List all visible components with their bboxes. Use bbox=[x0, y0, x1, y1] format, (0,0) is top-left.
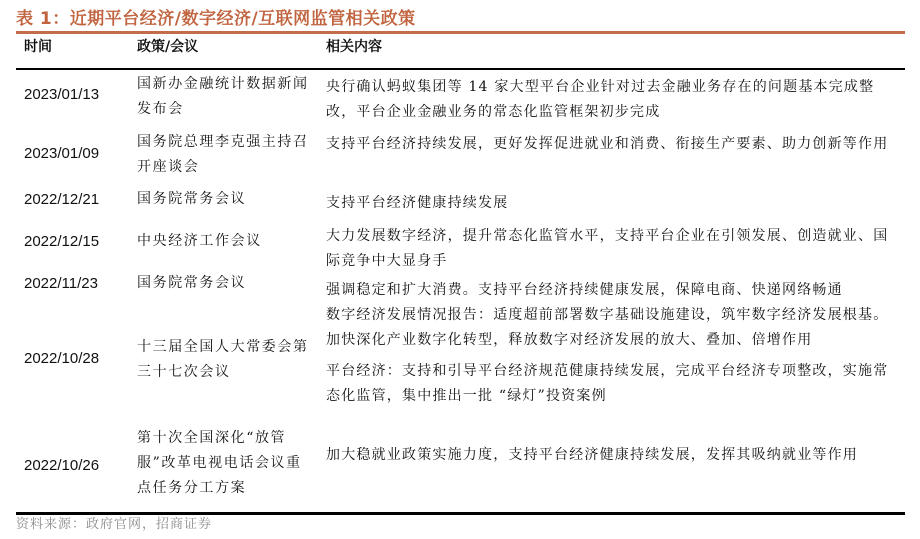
table-row bbox=[16, 425, 905, 505]
header-date: 时间 bbox=[24, 39, 52, 55]
row-date: 2022/10/28 bbox=[24, 350, 100, 367]
row-meeting: 第十次全国深化“放管服”改革电视电话会议重点任务分工方案 bbox=[137, 430, 302, 496]
row-meeting: 中央经济工作会议 bbox=[137, 233, 262, 249]
table-row bbox=[16, 130, 905, 180]
title-rule bbox=[16, 31, 905, 34]
row-content bbox=[326, 132, 901, 157]
table-row bbox=[16, 72, 905, 122]
row-meeting: 国新办金融统计数据新闻发布会 bbox=[137, 76, 309, 117]
row-content bbox=[326, 303, 901, 409]
table-row bbox=[16, 224, 905, 274]
row-date: 2022/11/23 bbox=[24, 275, 98, 292]
row-meeting: 十三届全国人大常委会第三十七次会议 bbox=[137, 339, 309, 380]
row-content bbox=[326, 191, 901, 216]
row-content bbox=[326, 224, 901, 274]
source-note: 资料来源：政府官网，招商证券 bbox=[16, 517, 213, 532]
header-meeting: 政策/会议 bbox=[137, 39, 199, 55]
content-paragraph: 数字经济发展情况报告：适度超前部署数字基础设施建设，筑牢数字经济发展根基。加快深化产业数字化转型，释放数字对经济发展的放大、叠加、倍增作用 bbox=[326, 307, 889, 348]
row-date: 2022/10/26 bbox=[24, 457, 100, 474]
content-paragraph: 强调稳定和扩大消费。支持平台经济持续健康发展，保障电商、快递网络畅通 bbox=[326, 282, 843, 298]
header-rule bbox=[16, 68, 905, 70]
content-paragraph: 加大稳就业政策实施力度，支持平台经济健康持续发展，发挥其吸纳就业等作用 bbox=[326, 447, 858, 463]
table-row bbox=[16, 189, 905, 214]
content-paragraph: 平台经济：支持和引导平台经济规范健康持续发展，完成平台经济专项整改，实施常态化监管，集中推出一批 “绿灯”投资案例 bbox=[326, 363, 889, 404]
row-meeting: 国务院常务会议 bbox=[137, 191, 247, 207]
row-content bbox=[326, 278, 901, 303]
row-meeting: 国务院常务会议 bbox=[137, 275, 247, 291]
content-paragraph: 大力发展数字经济，提升常态化监管水平，支持平台企业在引领发展、创造就业、国际竞争中大显身手 bbox=[326, 228, 889, 269]
row-date: 2022/12/21 bbox=[24, 191, 100, 208]
row-content bbox=[326, 443, 901, 468]
content-paragraph: 支持平台经济持续发展，更好发挥促进就业和消费、衔接生产要素、助力创新等作用 bbox=[326, 136, 889, 152]
table-row bbox=[16, 272, 905, 297]
row-meeting: 国务院总理李克强主持召开座谈会 bbox=[137, 134, 309, 175]
row-date: 2023/01/13 bbox=[24, 86, 100, 103]
table-row bbox=[16, 303, 905, 423]
row-date: 2023/01/09 bbox=[24, 145, 100, 162]
table-title: 表 1：近期平台经济/数字经济/互联网监管相关政策 bbox=[16, 9, 416, 29]
header-content: 相关内容 bbox=[326, 39, 382, 55]
content-paragraph: 支持平台经济健康持续发展 bbox=[326, 195, 509, 211]
content-paragraph: 央行确认蚂蚁集团等 14 家大型平台企业针对过去金融业务存在的问题基本完成整改，平台企业金融业务的常态化监管框架初步完成 bbox=[326, 79, 875, 120]
row-content bbox=[326, 75, 901, 125]
bottom-rule bbox=[16, 512, 905, 515]
table-header bbox=[16, 36, 905, 58]
row-date: 2022/12/15 bbox=[24, 233, 100, 250]
